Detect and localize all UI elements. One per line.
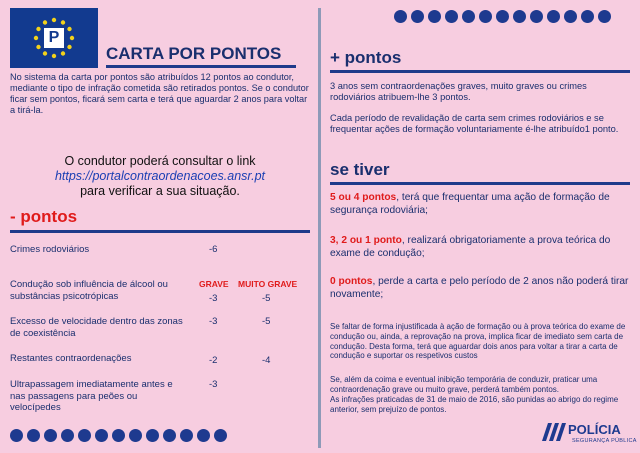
dot (445, 10, 458, 23)
dot (598, 10, 611, 23)
col-header-muito-grave: MUITO GRAVE (238, 279, 298, 289)
dot (479, 10, 492, 23)
column-divider (318, 8, 321, 448)
dot (95, 429, 108, 442)
penalty-grave-value: -3 (209, 316, 218, 327)
penalty-row-label: Crimes rodoviários (10, 244, 90, 255)
psp-logo (542, 422, 637, 448)
dot (530, 10, 543, 23)
plus-points-heading: + pontos (330, 48, 402, 67)
tiver-item-3 (330, 275, 632, 301)
dot (180, 429, 193, 442)
dot (112, 429, 125, 442)
portugal-eu-flag (10, 8, 98, 68)
psp-logo-word: POLÍCIA (568, 422, 621, 437)
dot (411, 10, 424, 23)
plus-paragraph-2: Cada período de revalidação de carta sem crimes rodoviários e se frequentar ações de formação voluntariamente é-lhe atribuído1 ponto. (330, 113, 619, 135)
consult-line-2: para verificar a sua situação. (80, 184, 240, 198)
tiver-item-2 (330, 234, 632, 260)
tiver-item-3-points: 0 pontos (330, 276, 373, 287)
minus-points-heading: - pontos (10, 207, 78, 226)
plus-heading-underline (330, 70, 630, 73)
dot (547, 10, 560, 23)
dot (163, 429, 176, 442)
title-underline (106, 65, 296, 68)
note-paragraph-2a: Se, além da coima e eventual inibição temporária de conduzir, praticar uma contraordenação grave ou muito grave, perderá também pontos. (330, 375, 598, 394)
dot (462, 10, 475, 23)
bottom-dot-row (10, 429, 227, 442)
dot (44, 429, 57, 442)
penalty-row-label: Restantes contraordenações (10, 353, 132, 364)
dot (394, 10, 407, 23)
penalty-row-label: Excesso de velocidade dentro das zonas de coexistência (10, 316, 183, 339)
psp-logo-subtitle: SEGURANÇA PÚBLICA (572, 438, 637, 444)
penalty-row-label: Condução sob influência de álcool ou substâncias psicotrópicas (10, 279, 168, 302)
note-paragraph-2b: As infrações praticadas de 31 de maio de 2016, são punidas ao abrigo do regime anterior, sem prejuízo de pontos. (330, 395, 619, 414)
penalty-muito-grave-value: -5 (262, 293, 271, 304)
se-tiver-heading: se tiver (330, 160, 390, 179)
dot (513, 10, 526, 23)
dot (27, 429, 40, 442)
dot (428, 10, 441, 23)
penalty-grave-value: -2 (209, 355, 218, 366)
psp-stripes-icon (542, 423, 568, 443)
dot (581, 10, 594, 23)
plus-paragraph-1: 3 anos sem contraordenações graves, muito graves ou crimes rodoviários atribuem-lhe 3 pontos. (330, 81, 587, 103)
penalty-grave-value: -3 (209, 379, 218, 390)
page-title: CARTA POR PONTOS (106, 44, 282, 63)
flag-letter: P (48, 29, 60, 46)
dot (146, 429, 159, 442)
tiver-item-1-text: , terá que frequentar uma ação de formação de segurança rodoviária; (330, 192, 610, 216)
penalty-muito-grave-value: -5 (262, 316, 271, 327)
penalty-grave-value: -3 (209, 293, 218, 304)
dot (197, 429, 210, 442)
tiver-heading-underline (330, 182, 630, 185)
tiver-item-1 (330, 191, 632, 217)
dot (78, 429, 91, 442)
dot (129, 429, 142, 442)
note-paragraph-1: Se faltar de forma injustificada à ação de formação ou à prova teórica do exame de condução ou, ainda, a reprovação na prova, implica ficar de imediato sem carta de condução. Desta forma, terá que aguardar dois anos para voltar a tirar a carta de condução e suportar os respetivos custos (330, 322, 626, 361)
dot (496, 10, 509, 23)
intro-paragraph: No sistema da carta por pontos são atribuídos 12 pontos ao condutor, mediante o tipo de infração cometida são retirados pontos. Se o condutor ficar sem pontos, ficará sem carta e terá que aguardar 2 anos para voltar a tirá-la. (10, 72, 309, 115)
top-dot-row (394, 10, 611, 23)
dot (61, 429, 74, 442)
col-header-grave: GRAVE (199, 279, 229, 289)
consult-line-1: O condutor poderá consultar o link (64, 154, 256, 168)
minus-heading-underline (10, 230, 310, 233)
penalty-row-label: Ultrapassagem imediatamente antes e nas passagens para peões ou velocípedes (10, 379, 173, 413)
portal-link[interactable]: https://portalcontraordenacoes.ansr.pt (54, 169, 266, 183)
dot (214, 429, 227, 442)
tiver-item-2-points: 3, 2 ou 1 ponto (330, 235, 402, 246)
tiver-item-1-points: 5 ou 4 pontos (330, 192, 397, 203)
consult-block (10, 154, 310, 199)
tiver-item-3-text: , perde a carta e pelo período de 2 anos não poderá tirar novamente; (330, 276, 629, 300)
penalty-muito-grave-value: -4 (262, 355, 271, 366)
tiver-item-2-text: , realizará obrigatoriamente a prova teórica do exame de condução; (330, 235, 611, 259)
dot (10, 429, 23, 442)
dot (564, 10, 577, 23)
penalty-grave-value: -6 (209, 244, 218, 255)
